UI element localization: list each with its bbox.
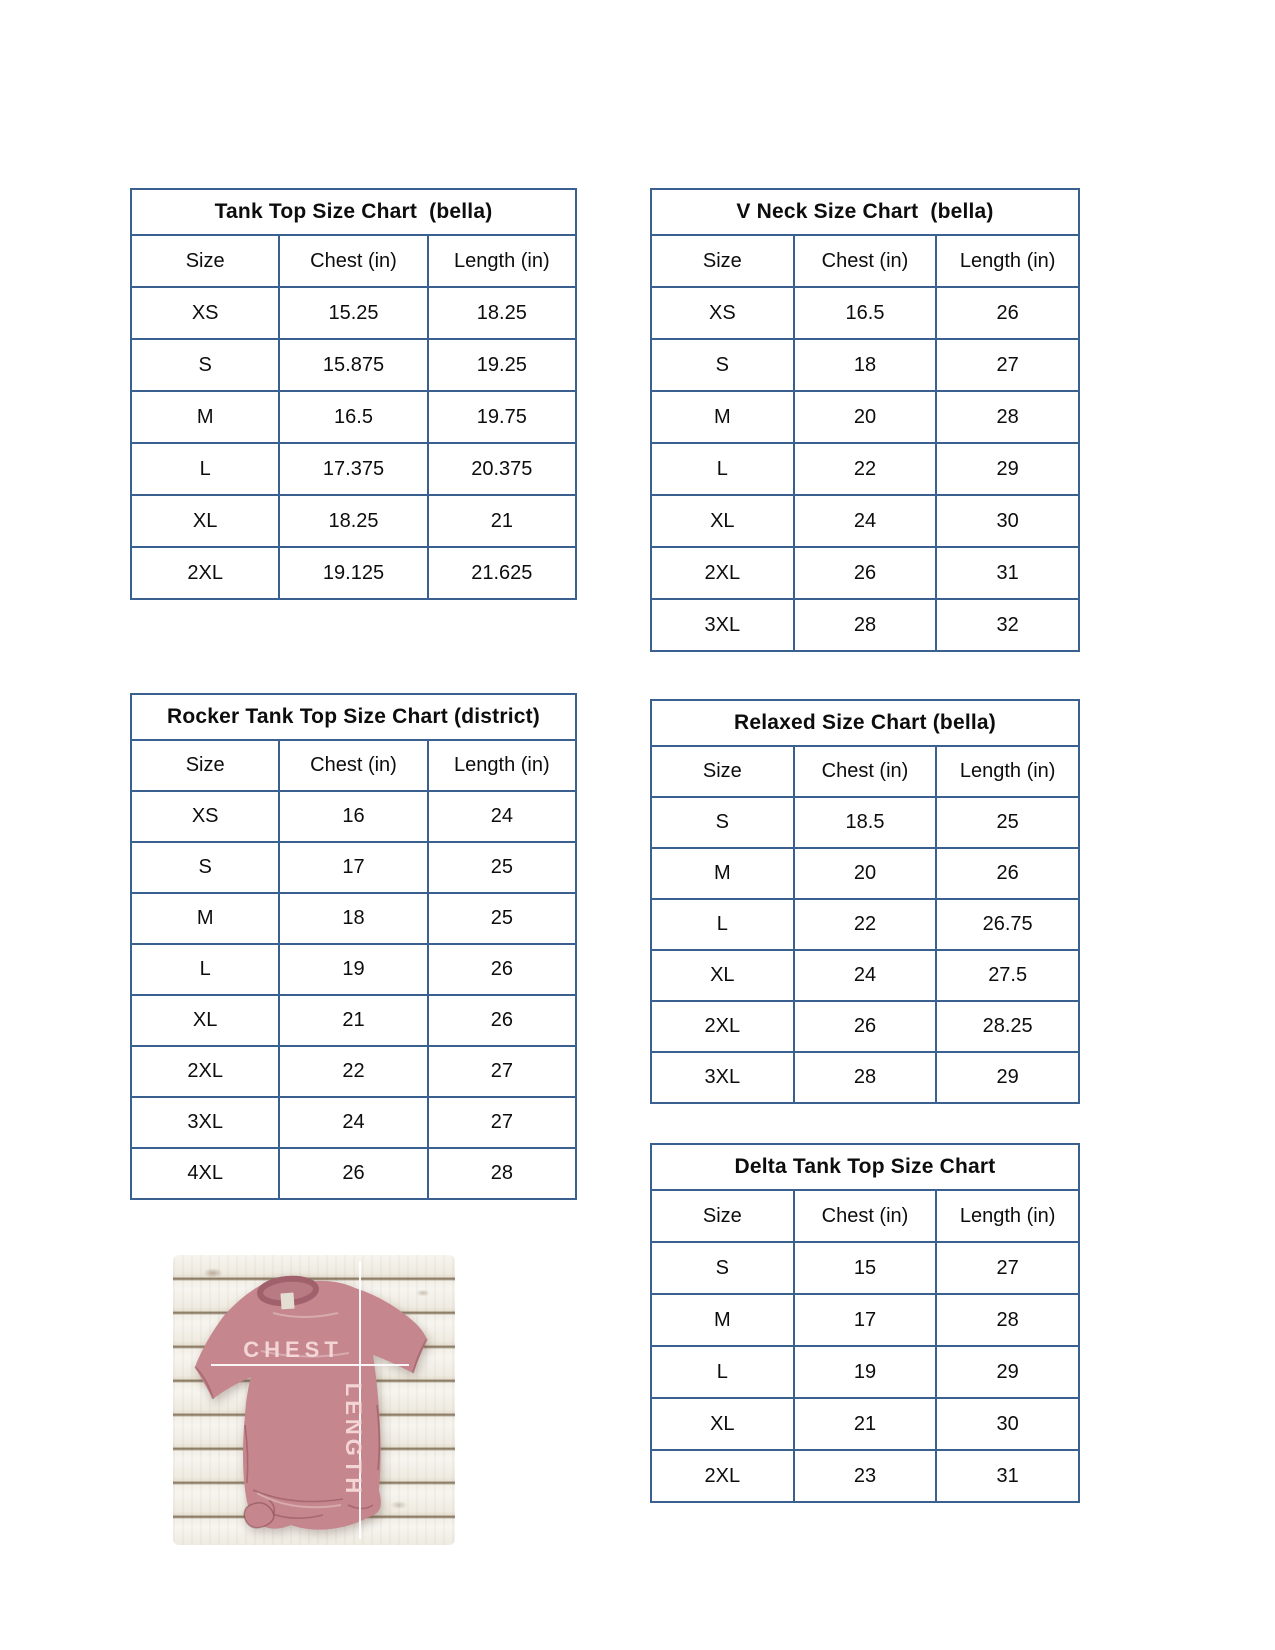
size-cell: 21.625 (428, 547, 576, 599)
size-cell: 24 (794, 950, 937, 1001)
size-cell: 32 (936, 599, 1079, 651)
size-cell: 21 (428, 495, 576, 547)
column-header: Chest (in) (279, 235, 427, 287)
header-row (651, 235, 1079, 287)
table-row (131, 443, 576, 495)
size-cell: 16.5 (279, 391, 427, 443)
table-row (651, 1294, 1079, 1346)
size-cell: M (131, 391, 279, 443)
size-cell: M (651, 391, 794, 443)
tshirt-measurement-photo (173, 1255, 455, 1545)
size-cell: 25 (936, 797, 1079, 848)
size-cell: 26.75 (936, 899, 1079, 950)
table-relaxed-bella (650, 699, 1080, 1104)
size-cell: M (651, 1294, 794, 1346)
size-cell: 3XL (651, 599, 794, 651)
table-row (131, 391, 576, 443)
size-cell: 24 (279, 1097, 427, 1148)
table-tank-top-bella (130, 188, 577, 600)
size-table (650, 1189, 1080, 1503)
size-cell: 28 (936, 391, 1079, 443)
size-cell: 17 (794, 1294, 937, 1346)
size-cell: M (131, 893, 279, 944)
size-cell: 29 (936, 1346, 1079, 1398)
size-cell: 31 (936, 1450, 1079, 1502)
size-cell: 2XL (651, 1450, 794, 1502)
size-cell: 27 (936, 1242, 1079, 1294)
size-cell: 18.25 (428, 287, 576, 339)
size-cell: 18 (279, 893, 427, 944)
table-row (651, 848, 1079, 899)
table-row (651, 339, 1079, 391)
column-header: Length (in) (428, 740, 576, 791)
size-cell: 20 (794, 391, 937, 443)
size-cell: XS (131, 791, 279, 842)
column-header: Chest (in) (279, 740, 427, 791)
column-header: Length (in) (936, 1190, 1079, 1242)
chest-label: CHEST (243, 1337, 343, 1362)
size-cell: L (651, 1346, 794, 1398)
size-cell: 16 (279, 791, 427, 842)
table-title: Relaxed Size Chart (bella) (650, 699, 1080, 745)
table-row (651, 1001, 1079, 1052)
size-cell: XL (651, 950, 794, 1001)
size-cell: 24 (794, 495, 937, 547)
tshirt-graphic (173, 1255, 455, 1545)
column-header: Size (651, 746, 794, 797)
size-cell: 29 (936, 443, 1079, 495)
size-cell: 2XL (131, 547, 279, 599)
table-row (131, 1046, 576, 1097)
size-cell: 29 (936, 1052, 1079, 1103)
table-row (651, 1052, 1079, 1103)
size-cell: 26 (428, 995, 576, 1046)
column-header: Length (in) (936, 746, 1079, 797)
size-cell: 28.25 (936, 1001, 1079, 1052)
size-cell: 21 (794, 1398, 937, 1450)
table-row (131, 1097, 576, 1148)
size-cell: 2XL (651, 1001, 794, 1052)
table-row (651, 1346, 1079, 1398)
shirt-body (195, 1277, 427, 1529)
length-label: LENGTH (341, 1382, 366, 1498)
size-cell: XS (131, 287, 279, 339)
size-cell: XS (651, 287, 794, 339)
size-cell: 18.5 (794, 797, 937, 848)
size-cell: 19.25 (428, 339, 576, 391)
size-cell: 16.5 (794, 287, 937, 339)
size-cell: 26 (936, 848, 1079, 899)
table-row (651, 287, 1079, 339)
size-cell: 19.125 (279, 547, 427, 599)
size-cell: 28 (794, 1052, 937, 1103)
size-cell: 4XL (131, 1148, 279, 1199)
table-row (131, 1148, 576, 1199)
size-cell: L (131, 944, 279, 995)
size-cell: 19.75 (428, 391, 576, 443)
size-cell: 27 (428, 1046, 576, 1097)
table-row (131, 495, 576, 547)
size-cell: 27 (936, 339, 1079, 391)
column-header: Chest (in) (794, 746, 937, 797)
size-cell: S (131, 339, 279, 391)
size-cell: 2XL (131, 1046, 279, 1097)
size-cell: 25 (428, 893, 576, 944)
size-cell: 20 (794, 848, 937, 899)
table-row (651, 1398, 1079, 1450)
size-cell: XL (131, 495, 279, 547)
column-header: Length (in) (428, 235, 576, 287)
size-cell: 21 (279, 995, 427, 1046)
table-row (651, 950, 1079, 1001)
column-header: Size (651, 235, 794, 287)
table-row (651, 391, 1079, 443)
table-row (651, 899, 1079, 950)
size-cell: 22 (794, 899, 937, 950)
size-cell: 3XL (651, 1052, 794, 1103)
table-row (131, 842, 576, 893)
size-cell: 30 (936, 1398, 1079, 1450)
size-cell: 15 (794, 1242, 937, 1294)
size-cell: M (651, 848, 794, 899)
size-cell: 18 (794, 339, 937, 391)
column-header: Chest (in) (794, 235, 937, 287)
table-title: Tank Top Size Chart (bella) (130, 188, 577, 234)
table-row (131, 944, 576, 995)
collar-tag (280, 1293, 294, 1310)
size-cell: L (131, 443, 279, 495)
size-table (130, 739, 577, 1200)
table-title: Rocker Tank Top Size Chart (district) (130, 693, 577, 739)
size-cell: 28 (428, 1148, 576, 1199)
table-row (131, 339, 576, 391)
header-row (131, 740, 576, 791)
size-cell: 17.375 (279, 443, 427, 495)
table-rocker-tank-district (130, 693, 577, 1200)
column-header: Chest (in) (794, 1190, 937, 1242)
column-header: Length (in) (936, 235, 1079, 287)
table-row (651, 599, 1079, 651)
size-cell: S (651, 797, 794, 848)
size-table (650, 745, 1080, 1104)
column-header: Size (131, 740, 279, 791)
size-table (130, 234, 577, 600)
size-cell: 27 (428, 1097, 576, 1148)
size-cell: 17 (279, 842, 427, 893)
size-cell: 27.5 (936, 950, 1079, 1001)
size-cell: 19 (794, 1346, 937, 1398)
size-cell: S (131, 842, 279, 893)
size-cell: 15.875 (279, 339, 427, 391)
size-cell: 26 (428, 944, 576, 995)
header-row (131, 235, 576, 287)
table-row (651, 1450, 1079, 1502)
size-cell: S (651, 1242, 794, 1294)
size-cell: 15.25 (279, 287, 427, 339)
size-cell: 31 (936, 547, 1079, 599)
size-cell: XL (651, 495, 794, 547)
table-delta-tank-top (650, 1143, 1080, 1503)
table-row (651, 1242, 1079, 1294)
size-cell: 23 (794, 1450, 937, 1502)
size-cell: XL (651, 1398, 794, 1450)
table-row (131, 995, 576, 1046)
table-row (131, 791, 576, 842)
size-cell: L (651, 443, 794, 495)
table-row (131, 287, 576, 339)
size-cell: XL (131, 995, 279, 1046)
size-cell: 26 (794, 1001, 937, 1052)
column-header: Size (651, 1190, 794, 1242)
table-row (651, 495, 1079, 547)
size-cell: 28 (794, 599, 937, 651)
table-title: V Neck Size Chart (bella) (650, 188, 1080, 234)
table-row (651, 443, 1079, 495)
size-cell: 25 (428, 842, 576, 893)
size-cell: S (651, 339, 794, 391)
size-cell: 18.25 (279, 495, 427, 547)
size-cell: 30 (936, 495, 1079, 547)
size-cell: 20.375 (428, 443, 576, 495)
size-cell: 22 (279, 1046, 427, 1097)
table-v-neck-bella (650, 188, 1080, 652)
size-cell: 3XL (131, 1097, 279, 1148)
size-cell: 22 (794, 443, 937, 495)
size-cell: 26 (794, 547, 937, 599)
table-row (131, 893, 576, 944)
table-row (651, 547, 1079, 599)
size-cell: 19 (279, 944, 427, 995)
header-row (651, 1190, 1079, 1242)
column-header: Size (131, 235, 279, 287)
size-cell: L (651, 899, 794, 950)
size-cell: 24 (428, 791, 576, 842)
header-row (651, 746, 1079, 797)
size-cell: 28 (936, 1294, 1079, 1346)
size-cell: 26 (936, 287, 1079, 339)
size-cell: 2XL (651, 547, 794, 599)
size-cell: 26 (279, 1148, 427, 1199)
table-row (651, 797, 1079, 848)
table-title: Delta Tank Top Size Chart (650, 1143, 1080, 1189)
size-table (650, 234, 1080, 652)
hem-knot (244, 1503, 274, 1528)
table-row (131, 547, 576, 599)
